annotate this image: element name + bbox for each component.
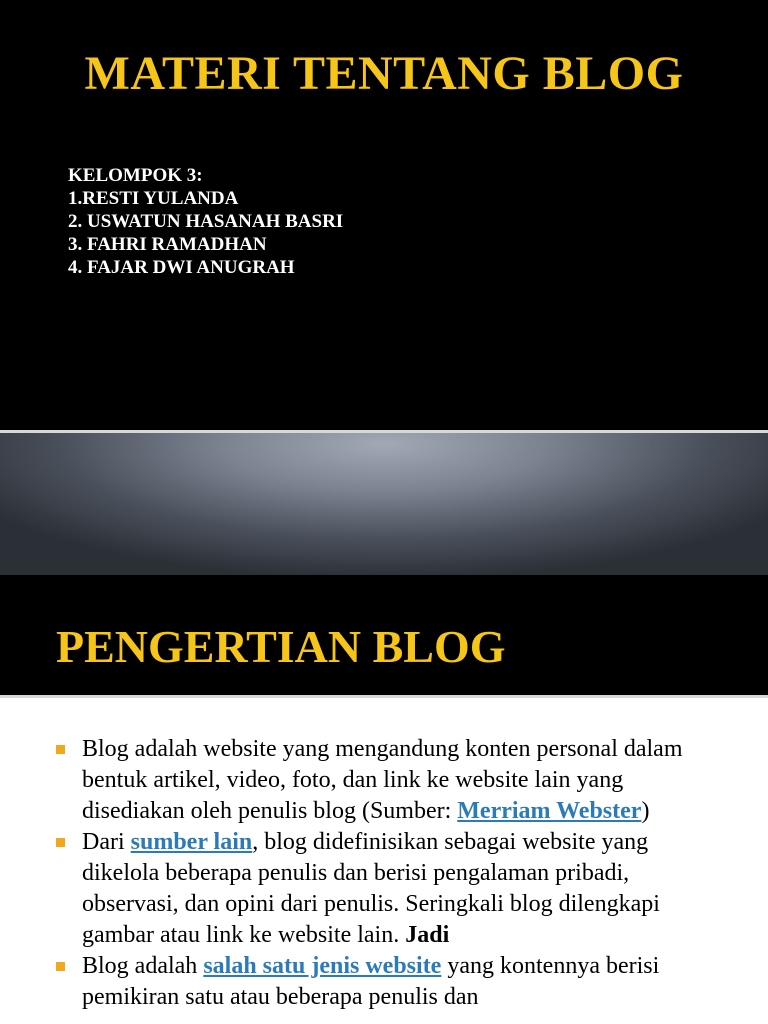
- bullet-text: yang kontennya berisi pemikiran satu atau beberapa penulis dan: [82, 953, 660, 1010]
- bullet-item: [56, 734, 716, 827]
- gradient-banner: [0, 433, 768, 575]
- group-member-list: [68, 164, 343, 279]
- bullet-item: [56, 951, 716, 1013]
- slide-2: [0, 433, 768, 695]
- square-bullet-icon: [56, 745, 65, 754]
- member-item: 3. FAHRI RAMADHAN: [68, 234, 267, 255]
- slide-1-title: MATERI TENTANG BLOG: [84, 47, 684, 100]
- square-bullet-icon: [56, 962, 65, 971]
- member-item: 4. FAJAR DWI ANUGRAH: [68, 257, 295, 278]
- group-label: KELOMPOK 3:: [68, 165, 203, 186]
- bullet-item: [56, 827, 716, 951]
- bullet-text: , blog didefinisikan sebagai website yang dikelola beberapa penulis dan berisi pengalaman pribadi, observasi, dan opini dari penulis. Seringkali blog dilengkapi gambar atau link ke website lain.: [82, 829, 660, 948]
- slide-2-title: PENGERTIAN BLOG: [56, 621, 506, 672]
- square-bullet-icon: [56, 838, 65, 847]
- bullet-text: Blog adalah website yang mengandung konten personal dalam bentuk artikel, video, foto, dan link ke website lain yang disediakan oleh penulis blog (Sumber:: [82, 736, 683, 824]
- merriam-webster-link[interactable]: Merriam Webster: [457, 798, 642, 824]
- bullet-list: [56, 734, 716, 1013]
- slide-1: [0, 0, 768, 430]
- member-item: 1.RESTI YULANDA: [68, 188, 239, 209]
- sumber-lain-link[interactable]: sumber lain: [130, 829, 253, 855]
- bullet-bold-text: Jadi: [405, 922, 450, 948]
- website-type-link[interactable]: salah satu jenis website: [203, 953, 442, 979]
- bullet-text: Blog adalah: [82, 953, 204, 979]
- slide-3: [0, 698, 768, 1024]
- bullet-text: Dari: [82, 829, 131, 855]
- bullet-text: ): [641, 798, 650, 824]
- member-item: 2. USWATUN HASANAH BASRI: [68, 211, 344, 232]
